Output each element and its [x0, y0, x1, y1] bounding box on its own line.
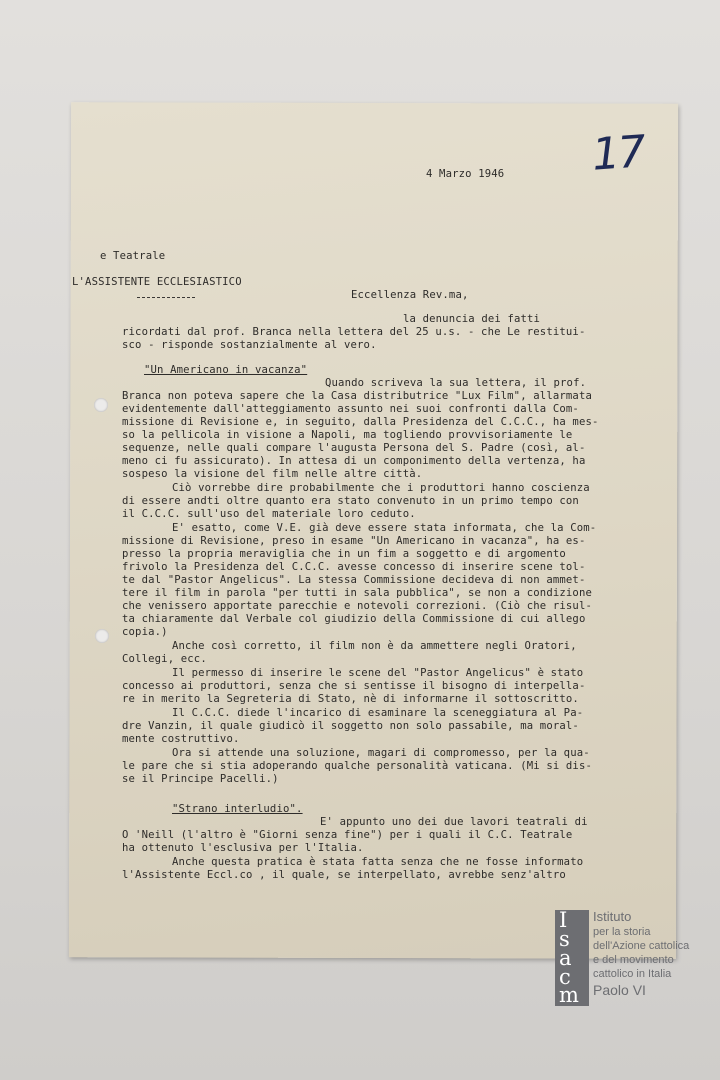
section1-line: Collegi, ecc. [122, 653, 207, 665]
logo-text-line: Istituto [593, 909, 632, 924]
logo-text-line: per la storia [593, 926, 651, 938]
section1-line: Branca non poteva sapere che la Casa distributrice "Lux Film", allarmata [122, 390, 593, 402]
header-divider [137, 297, 195, 298]
section1-line: meno ci fu assicurato). In attesa di un componimento della vertenza, ha [122, 455, 586, 467]
section1-line: sequenze, nelle quali compare l'augusta Persona del S. Padre (così, al- [122, 442, 586, 454]
letter-date: 4 Marzo 1946 [426, 168, 505, 180]
section1-line: mente costruttivo. [122, 733, 240, 745]
section2-line: O 'Neill (l'altro è "Giorni senza fine") per i quali il C.C. Teatrale [122, 829, 573, 841]
section1-line: te dal "Pastor Angelicus". La stessa Commissione decideva di non ammet- [122, 574, 586, 586]
section2-line: ha ottenuto l'esclusiva per l'Italia. [122, 842, 364, 854]
section1-line: sospeso la visione del film nelle altre città. [122, 468, 423, 480]
logo-letter: c [559, 965, 571, 989]
logo-text-line: Paolo VI [593, 982, 646, 998]
section1-line: Quando scriveva la sua lettera, il prof. [325, 377, 587, 389]
section1-line: che venissero apportate parecchie e notevoli correzioni. (Ciò che risul- [122, 600, 593, 612]
section1-line: re in merito la Segreteria di Stato, nè di informarne il sottoscritto. [122, 693, 579, 705]
logo-letter: a [559, 946, 572, 970]
punch-hole-bottom [95, 629, 109, 643]
section1-line: concesso ai produttori, senza che si sentisse il bisogno di interpella- [122, 680, 586, 692]
section1-line: Anche così corretto, il film non è da ammettere negli Oratori, [172, 640, 577, 652]
punch-hole-top [94, 398, 108, 412]
section1-line: missione di Revisione e, in seguito, dalla Presidenza del C.C.C., ha mes- [122, 416, 599, 428]
section1-line: ta chiaramente dal Verbale col giudizio della Commissione di cui allego [122, 613, 586, 625]
intro-line-2: ricordati dal prof. Branca nella lettera del 25 u.s. - che Le restitui- [122, 326, 586, 338]
section-title-strano-interludio: "Strano interludio". [172, 803, 303, 815]
section1-line: presso la propria meraviglia che in un fim a soggetto e di argomento [122, 548, 566, 560]
logo-mark [555, 910, 589, 1006]
salutation: Eccellenza Rev.ma, [351, 289, 469, 301]
logo-letter: I [559, 908, 568, 932]
section1-line: Ciò vorrebbe dire probabilmente che i produttori hanno coscienza [172, 482, 590, 494]
logo-text-line: cattolico in Italia [593, 968, 672, 980]
section1-line: E' esatto, come V.E. già deve essere stata informata, che la Com- [172, 522, 597, 534]
section1-line: dre Vanzin, il quale giudicò il soggetto non solo passabile, ma moral- [122, 720, 579, 732]
logo-text-line: e del movimento [593, 954, 674, 966]
section2-line: l'Assistente Eccl.co , il quale, se interpellato, avrebbe senz'altro [122, 869, 566, 881]
section-title-americano: "Un Americano in vacanza" [144, 364, 308, 376]
section1-line: so la pellicola in visione a Napoli, ma togliendo provvisoriamente le [122, 429, 573, 441]
section1-line: evidentemente dall'atteggiamento assunto nei suoi confronti dalla Com- [122, 403, 579, 415]
section1-line: frivolo la Presidenza del C.C.C. avesse concesso di inserire scene tol- [122, 561, 586, 573]
section2-line: Anche questa pratica è stata fatta senza che ne fosse informato [172, 856, 584, 868]
logo-letter: m [559, 983, 579, 1007]
section1-line: Il permesso di inserire le scene del "Pastor Angelicus" è stato [172, 667, 584, 679]
header-line-1: e Teatrale [100, 250, 166, 262]
section1-line: Il C.C.C. diede l'incarico di esaminare la sceneggiatura al Pa- [172, 707, 584, 719]
section1-line: Ora si attende una soluzione, magari di compromesso, per la qua- [172, 747, 590, 759]
section1-line: copia.) [122, 626, 168, 638]
section1-line: missione di Revisione, preso in esame "Un Americano in vacanza", ha es- [122, 535, 586, 547]
logo-letter: s [559, 927, 570, 951]
intro-line-1: la denuncia dei fatti [403, 313, 541, 325]
header-line-2: L'ASSISTENTE ECCLESIASTICO [72, 276, 242, 288]
section1-line: tere il film in parola "per tutti in sala pubblica", se non a condizione [122, 587, 593, 599]
section1-line: di essere andti oltre quanto era stato convenuto in un primo tempo con [122, 495, 579, 507]
intro-line-3: sco - risponde sostanzialmente al vero. [122, 339, 377, 351]
section2-line: E' appunto uno dei due lavori teatrali di [320, 816, 588, 828]
section1-line: le pare che si stia adoperando qualche personalità vaticana. (Mi si dis- [122, 760, 593, 772]
section1-line: se il Principe Pacelli.) [122, 773, 279, 785]
handwritten-page-number: 17 [590, 126, 646, 181]
institute-logo [555, 910, 695, 1010]
section1-line: il C.C.C. sull'uso del materiale loro ceduto. [122, 508, 416, 520]
logo-text-line: dell'Azione cattolica [593, 940, 690, 952]
